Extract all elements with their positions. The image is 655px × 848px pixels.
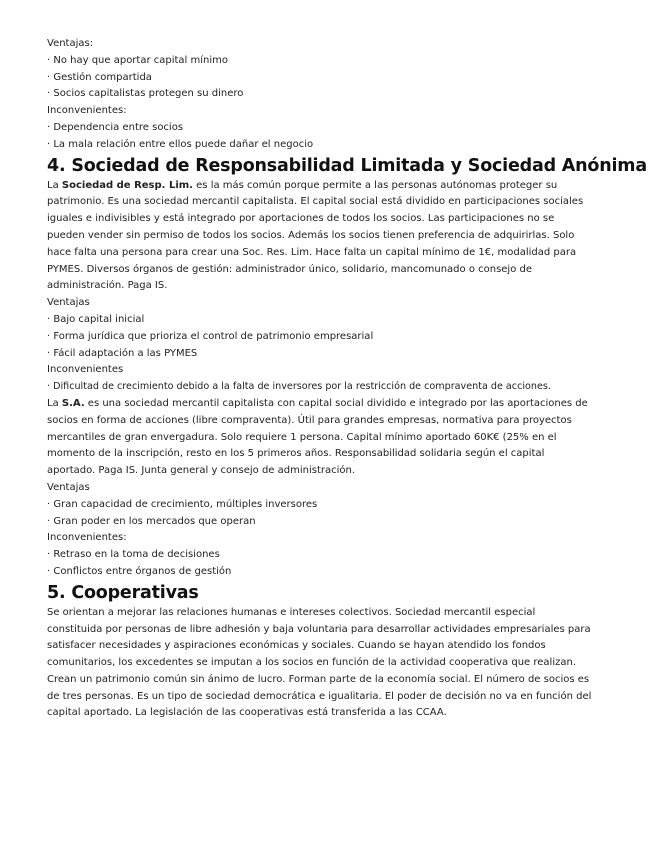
paragraph-sa bbox=[47, 396, 592, 480]
list-item: · Gran poder en los mercados que operan bbox=[47, 515, 256, 527]
inconvenientes-label: Inconvenientes: bbox=[47, 105, 127, 117]
paragraph-cooperativas: Se orientan a mejorar las relaciones humanas e intereses colectivos. Sociedad mercantil especial constituida por personas de libre adhesión y baja voluntaria para desarrollar actividades empresariales para satisfacer necesidades y aspiraciones económicas y sociales. Cuando se hayan atendido los fondos comunitarios, los excedentes se imputan a los socios en función de la actividad cooperativa que realizan. Crean un patrimonio común sin ánimo de lucro. Forman parte de la economía social. El número de socios es de tres personas. Es un tipo de sociedad democrática e igualitaria. El poder de decisión no va en función del capital aportado. La legislación de las cooperativas está transferida a las CCAA. bbox=[47, 606, 592, 719]
list-item: · Dificultad de crecimiento debido a la falta de inversores por la restricción de compraventa de acciones. bbox=[47, 381, 551, 393]
inconvenientes-label: Inconvenientes: bbox=[47, 532, 127, 544]
paragraph-srl bbox=[47, 178, 592, 296]
ventajas-label: Ventajas: bbox=[47, 38, 94, 49]
term-bold: Sociedad de Resp. Lim. bbox=[61, 179, 193, 191]
document-page bbox=[47, 36, 647, 722]
section-heading: 4. Sociedad de Responsabilidad Limitada y Sociedad Anónima bbox=[47, 155, 647, 176]
ventajas-label: Ventajas bbox=[47, 297, 90, 309]
paragraph-text: es una sociedad mercantil capitalista con capital social dividido e integrado por las aportaciones de socios en forma de acciones (libre compraventa). Útil para grandes empresas, normativa para proyectos mercantiles de gran envergadura. Solo requiere 1 persona. Capital mínimo aportado 60K€ (25% en el momento de la inscripción, resto en los 5 primeros años. Responsabilidad solidaria según el capital aportado. Paga IS. Junta general y consejo de administración. bbox=[47, 397, 588, 477]
list-item: · Socios capitalistas protegen su dinero bbox=[47, 88, 244, 100]
list-item: · Fácil adaptación a las PYMES bbox=[47, 347, 198, 359]
paragraph-lead: La bbox=[47, 179, 62, 191]
list-item: · Bajo capital inicial bbox=[47, 313, 145, 325]
ventajas-label: Ventajas bbox=[47, 481, 90, 493]
list-item: · Gran capacidad de crecimiento, múltiples inversores bbox=[47, 498, 318, 510]
list-item: · Gestión compartida bbox=[47, 71, 152, 83]
paragraph-lead: La bbox=[47, 397, 62, 409]
list-item: · No hay que aportar capital mínimo bbox=[47, 54, 229, 66]
list-item: · Retraso en la toma de decisiones bbox=[47, 549, 220, 561]
term-bold: S.A. bbox=[61, 397, 85, 409]
list-item: · Conflictos entre órganos de gestión bbox=[47, 565, 232, 577]
section-heading: 5. Cooperativas bbox=[47, 582, 199, 603]
list-item: · Forma jurídica que prioriza el control de patrimonio empresarial bbox=[47, 330, 374, 342]
list-item: · La mala relación entre ellos puede dañar el negocio bbox=[47, 138, 314, 150]
inconvenientes-label: Inconvenientes bbox=[47, 364, 124, 376]
paragraph-text: es la más común porque permite a las personas autónomas proteger su patrimonio. Es una sociedad mercantil capitalista. El capital social está dividido en participaciones sociales iguales e indivisibles y está integrado por aportaciones de todos los socios. Las participaciones no se pueden vender sin permiso de todos los socios. Además los socios tienen preferencia de adquirirlas. Solo hace falta una persona para crear una Soc. Res. Lim. Hace falta un capital mínimo de 1€, modalidad para PYMES. Diversos órganos de gestión: administrador único, solidario, mancomunado o consejo de administración. Paga IS. bbox=[47, 179, 584, 292]
list-item: · Dependencia entre socios bbox=[47, 121, 184, 133]
